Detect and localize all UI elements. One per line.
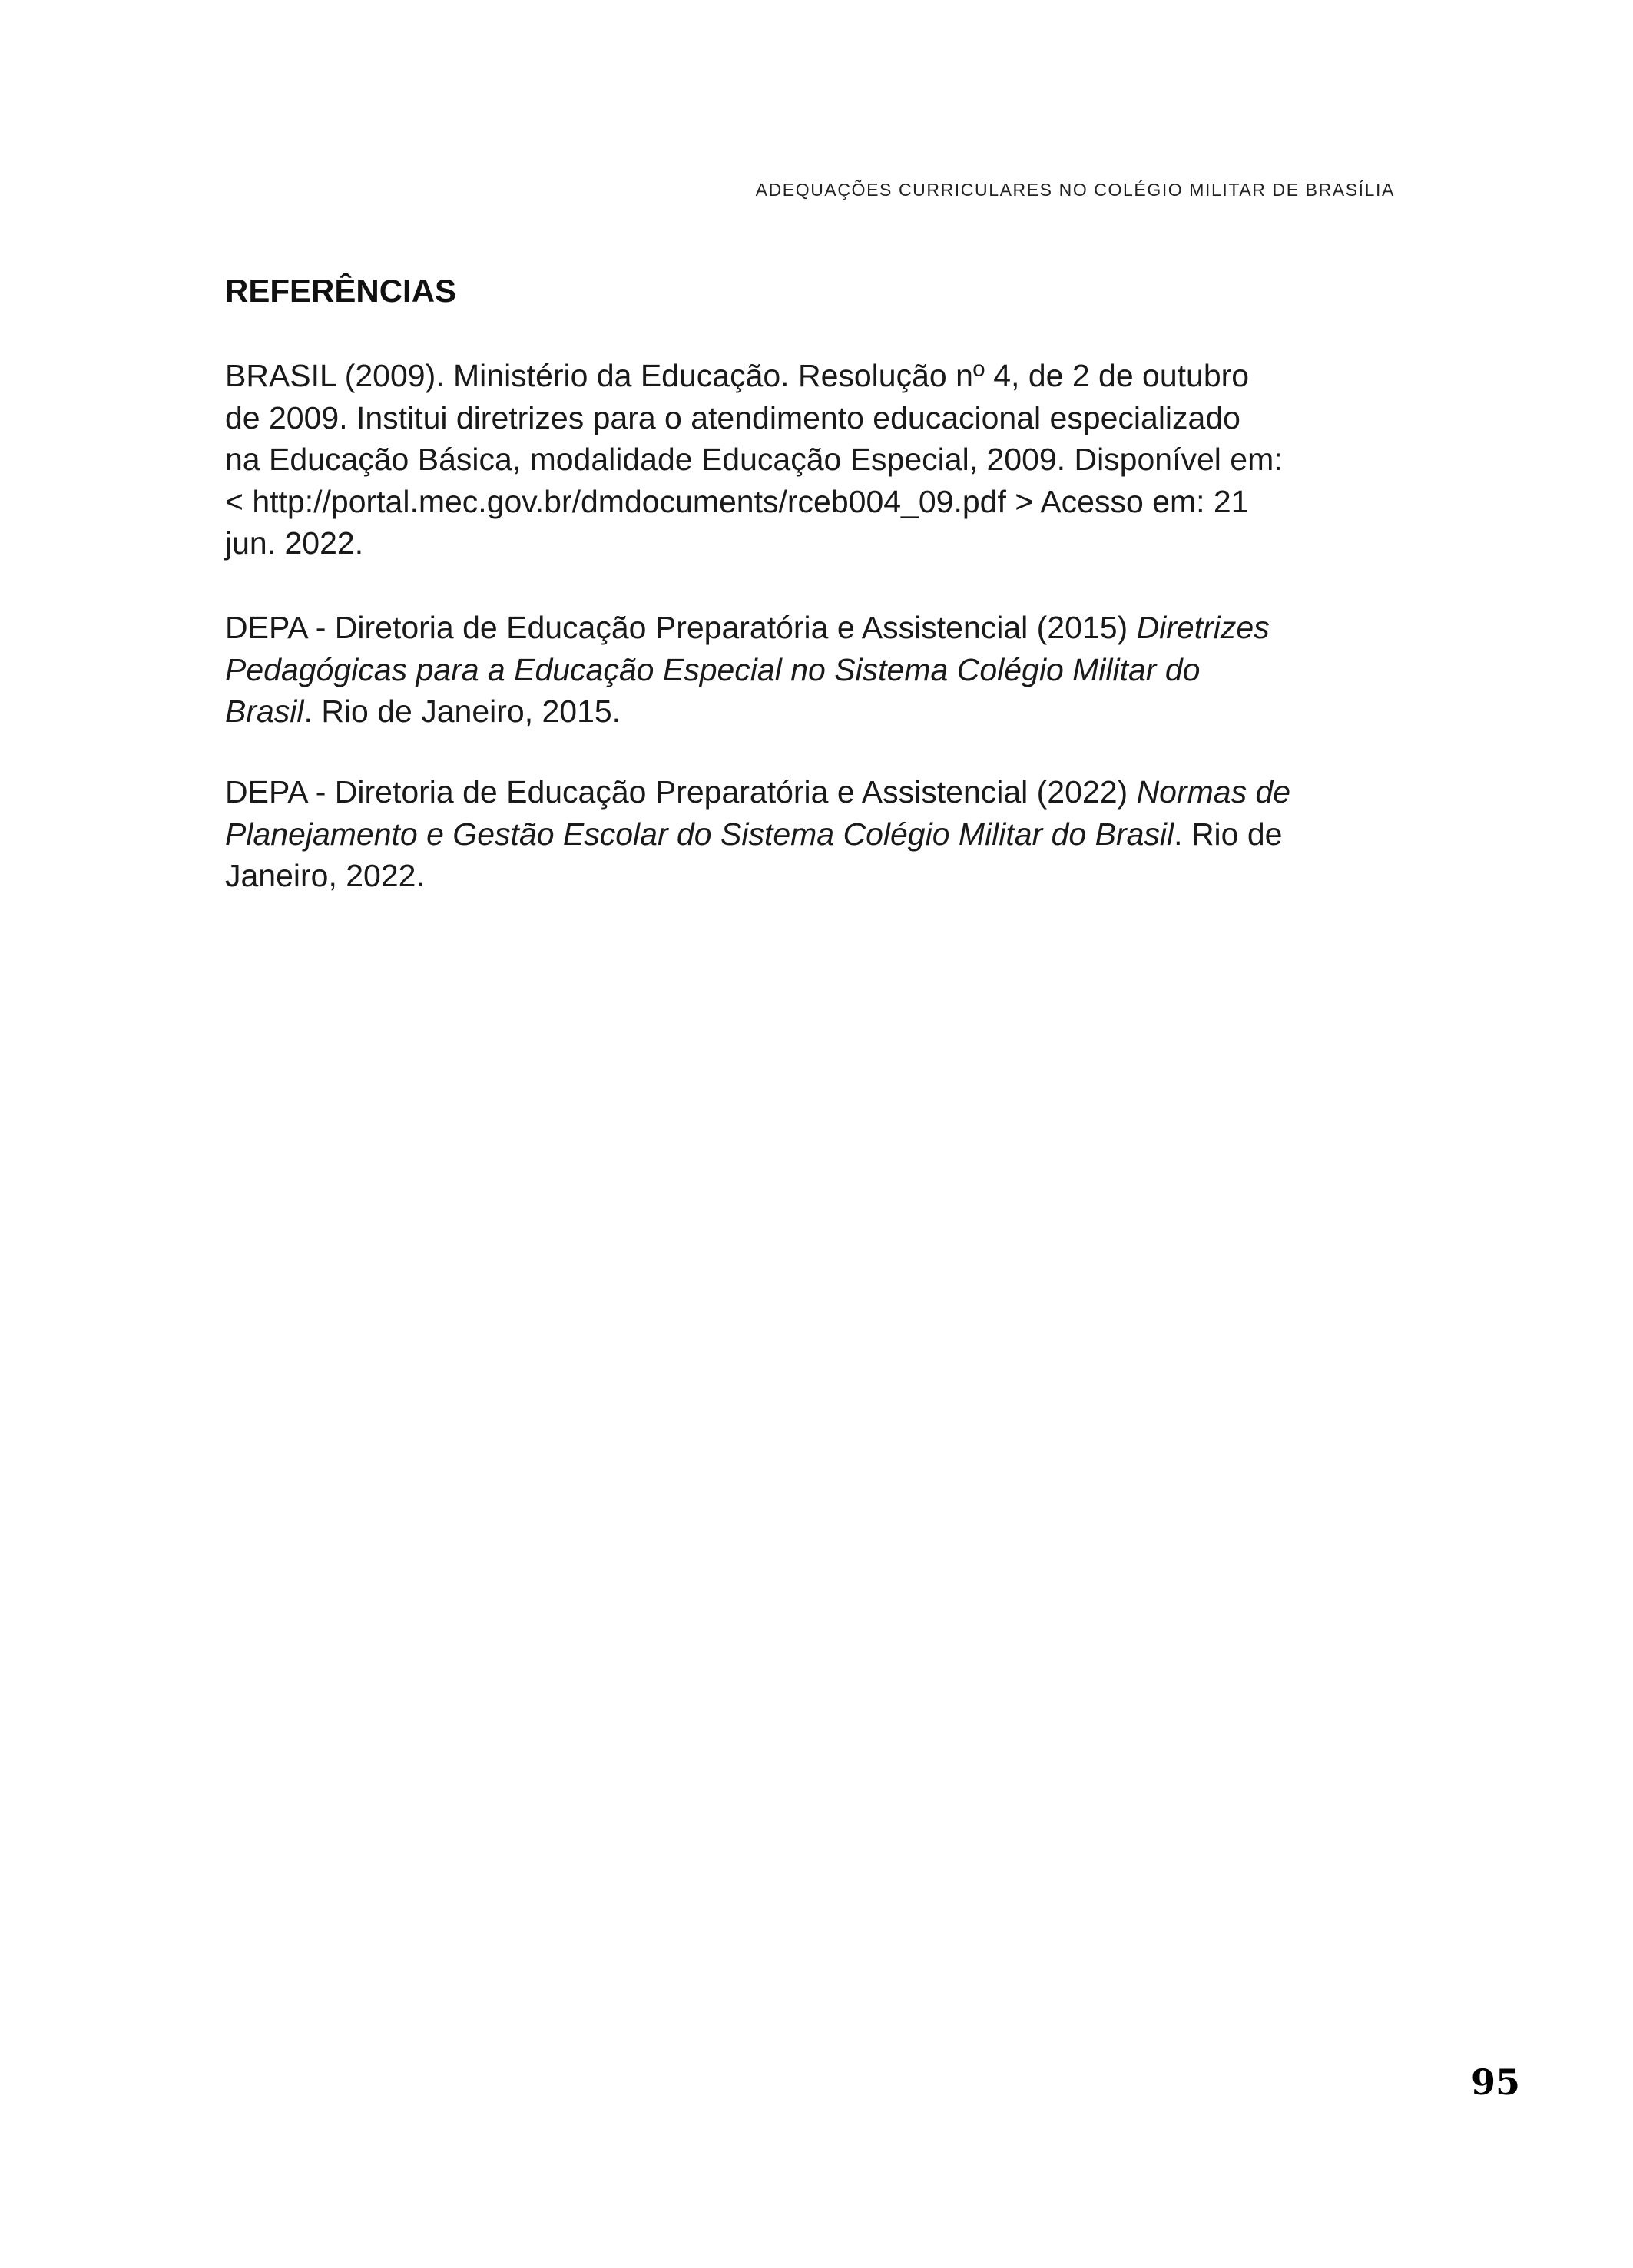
reference-line [225, 690, 1270, 733]
reference-title: Diretrizes [1136, 610, 1270, 645]
reference-entry [225, 355, 1283, 565]
reference-title: Planejamento e Gestão Escolar do Sistema Colégio Militar do Brasil [225, 816, 1174, 852]
reference-title: Pedagógicas para a Educação Especial no Sistema Colégio Militar do [225, 651, 1201, 687]
reference-line [225, 607, 1270, 649]
reference-line: de 2009. Institui diretrizes para o atendimento educacional especializado [225, 399, 1240, 435]
reference-entry [225, 771, 1290, 897]
page-number: 95 [1471, 2061, 1521, 2103]
reference-title: Normas de [1136, 774, 1291, 810]
reference-line [225, 813, 1290, 856]
reference-line [225, 649, 1270, 691]
reference-text: . Rio de Janeiro, 2015. [303, 694, 621, 730]
reference-text: . Rio de [1174, 816, 1283, 852]
reference-line [225, 771, 1290, 813]
reference-line: < http://portal.mec.gov.br/dmdocuments/rceb004_09.pdf > Acesso em: 21 [225, 483, 1249, 519]
reference-text: DEPA - Diretoria de Educação Preparatória e Assistencial (2022) [225, 774, 1137, 810]
reference-entry [225, 607, 1270, 733]
references-heading: REFERÊNCIAS [225, 273, 457, 309]
reference-line: BRASIL (2009). Ministério da Educação. Resolução nº 4, de 2 de outubro [225, 358, 1250, 393]
reference-title: Brasil [225, 694, 304, 730]
reference-text: DEPA - Diretoria de Educação Preparatória e Assistencial (2015) [225, 610, 1137, 645]
running-head: ADEQUAÇÕES CURRICULARES NO COLÉGIO MILITAR DE BRASÍLIA [755, 180, 1395, 200]
reference-line: Janeiro, 2022. [225, 858, 425, 894]
reference-line: jun. 2022. [225, 525, 364, 561]
reference-line: na Educação Básica, modalidade Educação Especial, 2009. Disponível em: [225, 442, 1283, 478]
